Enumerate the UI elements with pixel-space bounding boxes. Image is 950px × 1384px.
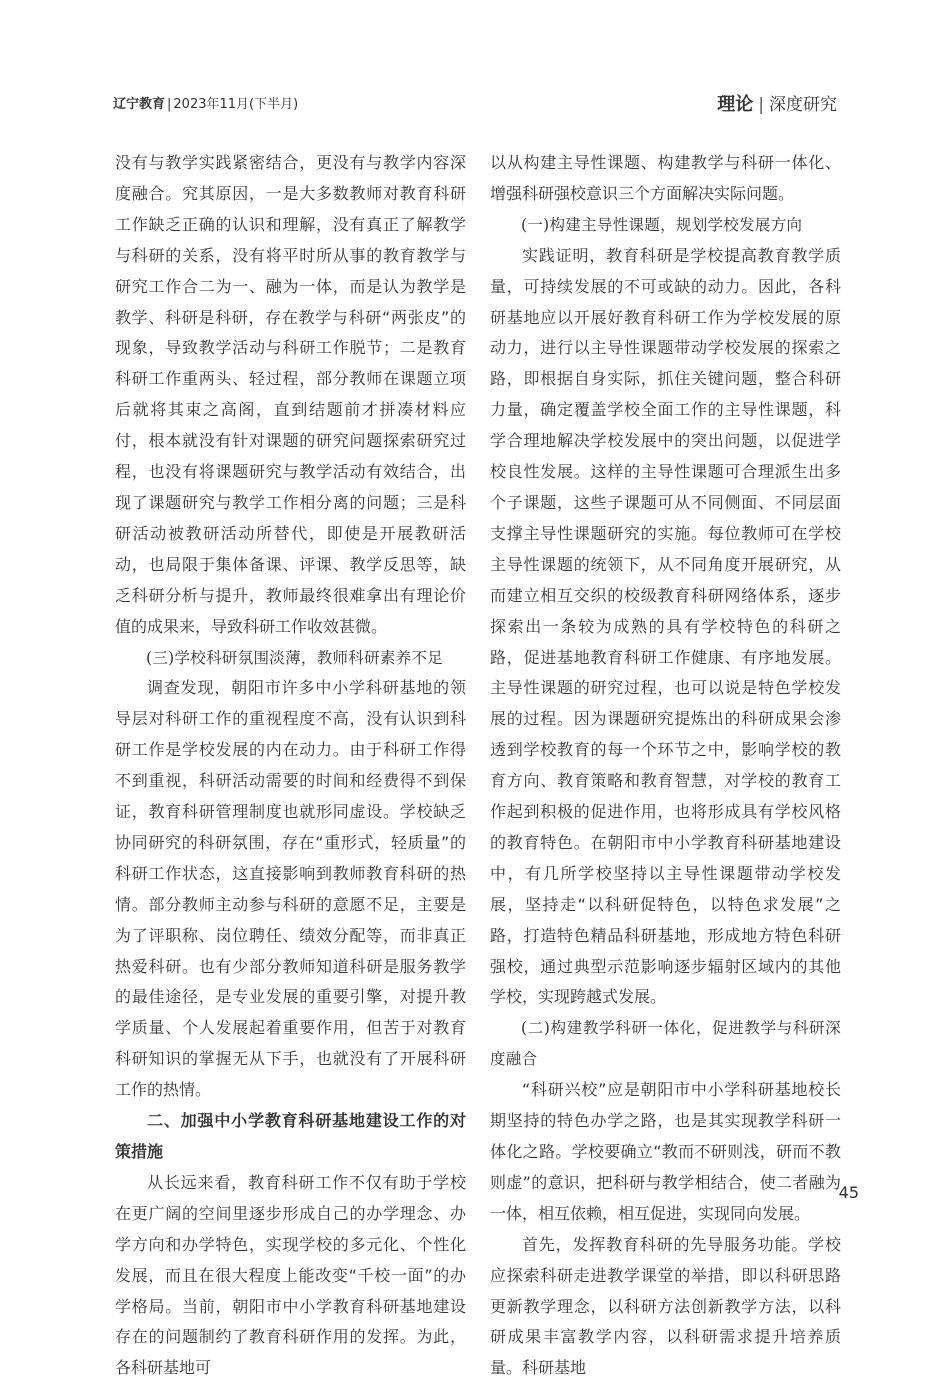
paragraph: 从长远来看，教育科研工作不仅有助于学校在更广阔的空间里逐步形成自己的办学理念、办学方向和办学特色，实现学校的多元化、个性化发展，而且在很大程度上能改变“千校一面”的办学格局。当前，朝阳市中小学教育科研基地建设存在的问题制约了教育科研作用的发挥。为此，各科研基地可 bbox=[115, 1172, 466, 1378]
subsection-name: 深度研究 bbox=[769, 95, 837, 115]
header-separator: | bbox=[167, 97, 172, 112]
paragraph: 实践证明，教育科研是学校提高教育教学质量，可持续发展的不可或缺的动力。因此，各科研基地应以开展好教育科研工作为学校发展的原动力，进行以主导性课题带动学校发展的探索之路，即根据自身实际，抓住关键问题，整合科研力量，确定覆盖学校全面工作的主导性课题，科学合理地解决学校发展中的突出问题，以促进学校良性发展。这样的主导性课题可合理派生出多个子课题，这些子课题可从不同侧面、不同层面支撑主导性课题研究的实施。每位教师可在学校主导性课题的统领下，从不同角度开展研究，从而建立相互交织的校级教育科研网络体系，逐步探索出一条较为成熟的具有学校特色的科研之路，促进基地教育科研工作健康、有序地发展。主导性课题的研究过程，也可以说是特色学校发展的过程。因为课题研究提炼出的科研成果会渗透到学校教育的每一个环节之中，影响学校的教育方向、教育策略和教育智慧，对学校的教育工作起到积极的促进作用，也将形成具有学校风格的教育特色。在朝阳市中小学教育科研基地建设中，有几所学校坚持以主导性课题带动学校发展，坚持走“以科研促特色，以特色求发展”之路，打造特色精品科研基地，形成地方特色科研强校，通过典型示范影响逐步辐射区域内的其他学校，实现跨越式发展。 bbox=[490, 245, 841, 1007]
subsection-heading: (一)构建主导性课题，规划学校发展方向 bbox=[521, 215, 803, 234]
issue-date: 2023年11月(下半月) bbox=[173, 97, 299, 112]
paragraph: 调查发现，朝阳市许多中小学科研基地的领导层对科研工作的重视程度不高，没有认识到科研工作是学校发展的内在动力。由于科研工作得不到重视，科研活动需要的时间和经费得不到保证，教育科研管理制度也就形同虚设。学校缺乏协同研究的科研氛围，存在“重形式，轻质量”的科研工作状态，这直接影响到教师教育科研的热情。部分教师主动参与科研的意愿不足，主要是为了评职称、岗位聘任、绩效分配等，而非真正热爱科研。也有少部分教师知道科研是服务教学的最佳途径，是专业发展的重要引擎，对提升教学质量、个人发展起着重要作用，但苦于对教育科研知识的掌握无从下手，也就没有了开展科研工作的热情。 bbox=[115, 678, 466, 1100]
page-number: 45 bbox=[838, 1183, 859, 1202]
section-name: 理论 bbox=[717, 94, 754, 115]
paragraph: “科研兴校”应是朝阳市中小学科研基地校长期坚持的特色办学之路，也是其实现教学科研一体化之路。学校要确立“教而不研则浅，研而不教则虚”的意识，把科研与教学相结合，使二者融为一体，相互依赖，相互促进，实现同向发展。 bbox=[490, 1080, 841, 1223]
subsection-heading: (三)学校科研氛围淡薄，教师科研素养不足 bbox=[146, 648, 444, 667]
running-header-right bbox=[717, 90, 837, 116]
subsection-heading: (二)构建教学科研一体化，促进教学与科研深度融合 bbox=[490, 1019, 841, 1069]
section-separator: | bbox=[758, 95, 764, 115]
paragraph: 以从构建主导性课题、构建教学与科研一体化、增强科研强校意识三个方面解决实际问题。 bbox=[490, 153, 841, 203]
paragraph: 没有与教学实践紧密结合，更没有与教学内容深度融合。究其原因，一是大多数教师对教育科研工作缺乏正确的认识和理解，没有真正了解教学与科研的关系，没有将平时所从事的教育教学与研究工作合二为一、融为一体，而是认为教学是教学、科研是科研，存在教学与科研“两张皮”的现象，导致教学活动与科研工作脱节；二是教育科研工作重两头、轻过程，部分教师在课题立项后就将其束之高阁，直到结题前才拼凑材料应付，根本就没有针对课题的研究问题探索研究过程，也没有将课题研究与教学活动有效结合，出现了课题研究与教学工作相分离的问题；三是科研活动被教研活动所替代，即使是开展教研活动，也局限于集体备课、评课、教学反思等，缺乏科研分析与提升，教师最终很难拿出有理论价值的成果来，导致科研工作收效甚微。 bbox=[115, 153, 466, 636]
section-heading: 二、加强中小学教育科研基地建设工作的对策措施 bbox=[115, 1111, 466, 1161]
running-header-left bbox=[113, 93, 298, 112]
right-column bbox=[490, 148, 841, 1384]
journal-name: 辽宁教育 bbox=[113, 97, 166, 112]
paragraph: 首先，发挥教育科研的先导服务功能。学校应探索科研走进教学课堂的举措，即以科研思路更新教学理念，以科研方法创新教学方法，以科研成果丰富教学内容，以科研需求提升培养质量。科研基地 bbox=[490, 1234, 841, 1378]
left-column bbox=[115, 148, 466, 1384]
